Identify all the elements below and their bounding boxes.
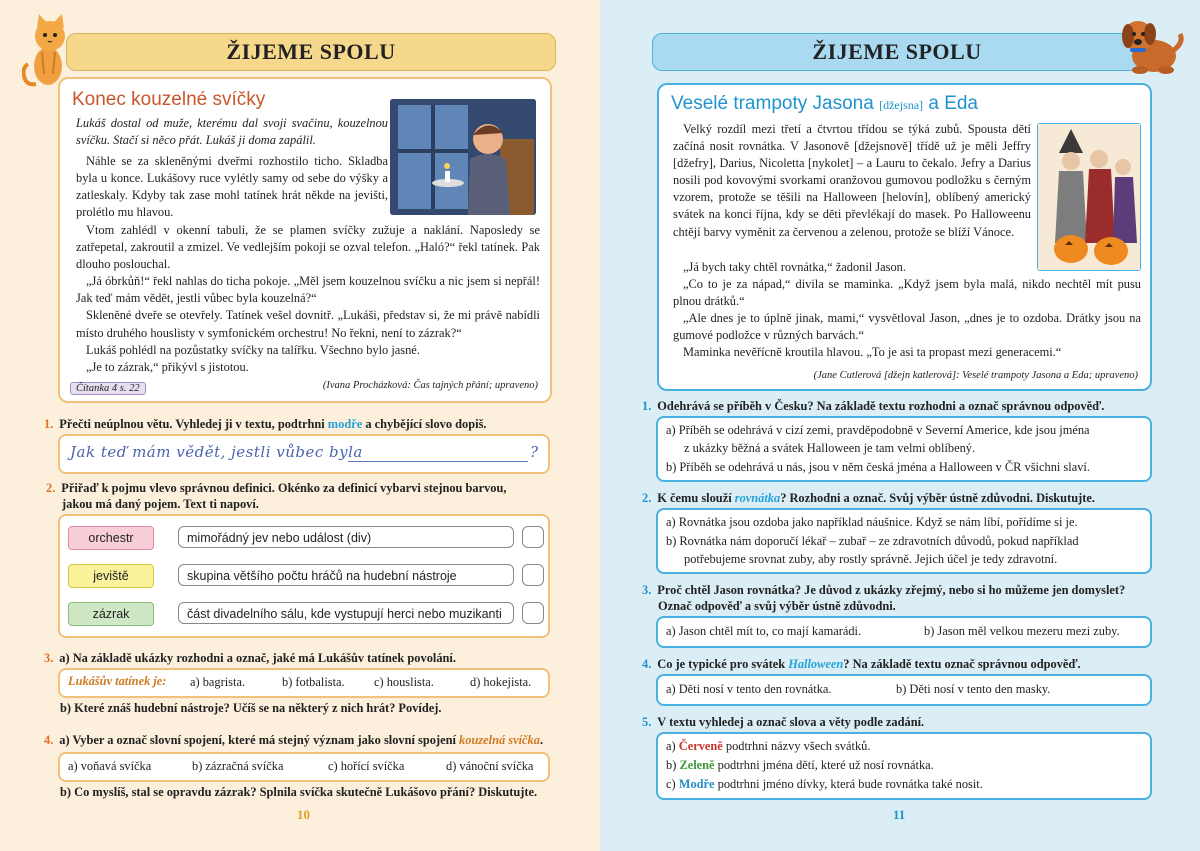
task-4: 4. Co je typické pro svátek Halloween? Na základě textu označ správnou odpověď.	[642, 657, 1081, 671]
story-box	[657, 83, 1152, 391]
page-number: 11	[893, 807, 906, 822]
option[interactable]: c) houslista.	[374, 675, 434, 689]
story-paragraph: Skleněné dveře se otevřely. Tatínek vešel dovnitř. „Lukáši, představ si, že mi právě nabídli místo druhého houslisty v symfonickém orchestru! No řekni, není to zázrak?“	[76, 308, 540, 340]
task-5: 5. V textu vyhledej a označ slova a věty podle zadání.	[642, 715, 925, 729]
task-3-line-2: Označ odpověď a svůj výběr ústně zdůvodni.	[658, 599, 896, 613]
option[interactable]: c) hořící svíčka	[328, 759, 405, 773]
option[interactable]: b) Rovnátka nám doporučí lékař – zubař – ze zdravotních důvodů, pokud například	[666, 534, 1079, 548]
reader-reference: Čítanka 4 s. 22	[70, 382, 146, 395]
story-source: (Ivana Procházková: Čas tajných přání; upraveno)	[322, 380, 538, 391]
task-5-items-box	[656, 732, 1152, 800]
story-paragraph: „Je to zázrak,“ přikývl s jistotou.	[86, 359, 249, 374]
story-paragraph: Náhle se za skleněnými dveřmi rozhostilo ticho. Skladba byla u konce. Lukášovy ruce vylétly samy od sebe do výšky a zatleskaly. Kdyby tak zase mohl tatínek hrát někde na jevišti, prolétlo mu hlavou.	[76, 154, 388, 220]
option[interactable]: b) Jason měl velkou mezeru mezi zuby.	[924, 624, 1120, 638]
instruction-item: b) Zeleně podtrhni jména dětí, které už nosí rovnátka.	[666, 758, 934, 772]
story-paragraph: Lukáš pohlédl na pozůstatky svíčky na talířku. Všechno bylo jasné.	[86, 342, 420, 357]
task-2: 2. K čemu slouží rovnátka? Rozhodni a označ. Svůj výběr ústně zdůvodni. Diskutujte.	[642, 491, 1095, 505]
page-title: ŽIJEME SPOLU	[66, 33, 556, 71]
right-page	[600, 0, 1200, 851]
option[interactable]: a) bagrista.	[190, 675, 246, 689]
task-1: 1. Přečti neúplnou větu. Vyhledej ji v textu, podtrhni modře a chybějící slovo dopiš.	[44, 417, 487, 431]
task-3b: b) Které znáš hudební nástroje? Učíš se na některý z nich hrát? Povídej.	[60, 701, 442, 715]
task-2-matching-box	[58, 514, 550, 638]
instruction-item: c) Modře podtrhni jméno dívky, která bude rovnátka také nosit.	[666, 777, 983, 791]
task-4-options-box	[58, 752, 550, 782]
option-continuation: potřebujeme srovnat zuby, aby rostly správně. Jejich účel je tedy zdravotní.	[684, 552, 1058, 566]
story-paragraph: „Já óbrkůň!“ řekl nahlas do ticha pokoje. „Měl jsem kouzelnou svíčku a nic jsem si nepřál! Jak teď mám vědět, jestli vůbec byla kouzelná?“	[76, 274, 540, 306]
option[interactable]: a) Jason chtěl mít to, co mají kamarádi.	[666, 624, 862, 638]
story-paragraph: „Co to je za nápad,“ divila se maminka. „Když jsem byla malá, nikdo nechtěl mít pusu plnou drátků.“	[673, 277, 1141, 309]
story-title: Veselé trampoty Jasona [džejsna] a Eda	[671, 93, 978, 114]
option-continuation: z ukázky běžná a svátek Halloween je tam velmi oblíbený.	[684, 441, 976, 455]
story-intro: Lukáš dostal od muže, kterému dal svoji svačinu, kouzelnou svíčku. Stačí si něco přát. Lukáš ji doma zapálil.	[76, 116, 388, 148]
story-paragraph: „Ale dnes je to úplně jinak, mami,“ vysvětloval Jason, „dnes je to ozdoba. Drátky jsou na gumové podložce v různých barvách.“	[673, 311, 1141, 343]
task-2: 2. Přiřaď k pojmu vlevo správnou definici. Okénko za definicí vybarvi stejnou barvou,	[46, 481, 507, 495]
dog-mascot-icon	[1116, 14, 1186, 76]
option[interactable]: b) fotbalista.	[282, 675, 345, 689]
answer-line[interactable]	[348, 461, 528, 462]
task-3: 3. a) Na základě ukázky rozhodni a označ, jaké má Lukášův tatínek povolání.	[44, 651, 456, 665]
task-4: 4. a) Vyber a označ slovní spojení, které má stejný význam jako slovní spojení kouzelná svíčka.	[44, 733, 544, 747]
task-3: 3. Proč chtěl Jason rovnátka? Je důvod z ukázky zřejmý, nebo si ho můžeme jen domyslet?	[642, 583, 1126, 597]
option[interactable]: d) vánoční svíčka	[446, 759, 534, 773]
color-box[interactable]	[522, 526, 544, 548]
term-chip[interactable]: zázrak	[68, 602, 154, 626]
task-1: 1. Odehrává se příběh v Česku? Na základě textu rozhodni a označ správnou odpověď.	[642, 399, 1105, 413]
option[interactable]: a) voňavá svíčka	[68, 759, 152, 773]
color-box[interactable]	[522, 602, 544, 624]
option[interactable]: a) Rovnátka jsou ozdoba jako například náušnice. Když se nám líbí, pořídíme si je.	[666, 515, 1078, 529]
definition: mimořádný jev nebo událost (div)	[178, 526, 514, 548]
definition: skupina většího počtu hráčů na hudební nástroje	[178, 564, 514, 586]
story-illustration	[1037, 123, 1141, 271]
story-box	[58, 77, 552, 403]
option[interactable]: d) hokejista.	[470, 675, 532, 689]
handwritten-answer: Jak teď mám vědět, jestli vůbec byla	[70, 443, 363, 461]
instruction-item: a) Červeně podtrhni názvy všech svátků.	[666, 739, 871, 753]
task-2-line-2: jakou má daný pojem. Text ti napoví.	[62, 497, 259, 511]
task-3-options-box	[58, 668, 550, 698]
story-paragraph: „Já bych taky chtěl rovnátka,“ žadonil Jason.	[683, 260, 906, 274]
option[interactable]: a) Děti nosí v tento den rovnátka.	[666, 682, 832, 696]
task-1-options-box	[656, 416, 1152, 482]
story-title: Konec kouzelné svíčky	[72, 89, 266, 110]
task-3-options-box	[656, 616, 1152, 648]
option[interactable]: b) Děti nosí v tento den masky.	[896, 682, 1051, 696]
story-illustration	[390, 99, 536, 215]
story-paragraph: Maminka nevěřícně kroutila hlavou. „To je asi ta propast mezi generacemi.“	[683, 345, 1062, 360]
story-paragraph: Vtom zahlédl v okenní tabuli, že se plamen svíčky zužuje a naklání. Naposledy se zatřepetal, zakroutil a zmizel. Ve vedlejším pokoji se ozval telefon. „Haló?“ řekl tatínek. Pak dlouho poslouchal.	[76, 223, 540, 272]
option[interactable]: b) Příběh se odehrává u nás, jsou v něm česká jména a Halloween v ČR všichni slaví.	[666, 460, 1090, 474]
option[interactable]: b) zázračná svíčka	[192, 759, 284, 773]
page-number: 10	[297, 807, 310, 822]
story-paragraph: Velký rozdíl mezi třetí a čtvrtou třídou se týká zubů. Spousta dětí začíná nosit rovnátka. V Jasonově [džejsnově] třídě už je měli Jeffry [džefry], Darius, Nicoletta [nykolet] – a Lauru to čekalo. Jefry a Darius nosili pod kovovými svorkami oranžovou gumovou podložku s černým vzorem, protože se těšili na Halloween [helovín], oblíbený americký svátek na konci října, kdy se děti převlékají do masek. Po Halloweenu chtějí barvy vyměnit za červenou a zelenou, protože se blíží Vánoce.	[673, 122, 1031, 239]
color-box[interactable]	[522, 564, 544, 586]
question-mark: ?	[530, 443, 539, 461]
term-chip[interactable]: jeviště	[68, 564, 154, 588]
term-chip[interactable]: orchestr	[68, 526, 154, 550]
definition: část divadelního sálu, kde vystupují herci nebo muzikanti	[178, 602, 514, 624]
option[interactable]: a) Příběh se odehrává v cizí zemi, pravděpodobně v Severní Americe, kde jsou jména	[666, 423, 1090, 437]
task-1-answer-box[interactable]	[58, 434, 550, 474]
options-label: Lukášův tatínek je:	[68, 674, 167, 688]
task-4-options-box	[656, 674, 1152, 706]
page-title: ŽIJEME SPOLU	[652, 33, 1142, 71]
task-2-options-box	[656, 508, 1152, 574]
story-source: (Jane Cutlerová [džejn katlerová]: Veselé trampoty Jasona a Eda; upraveno)	[813, 370, 1138, 381]
task-4b: b) Co myslíš, stal se opravdu zázrak? Splnila svíčka skutečně Lukášovo přání? Diskutujte.	[60, 785, 538, 799]
